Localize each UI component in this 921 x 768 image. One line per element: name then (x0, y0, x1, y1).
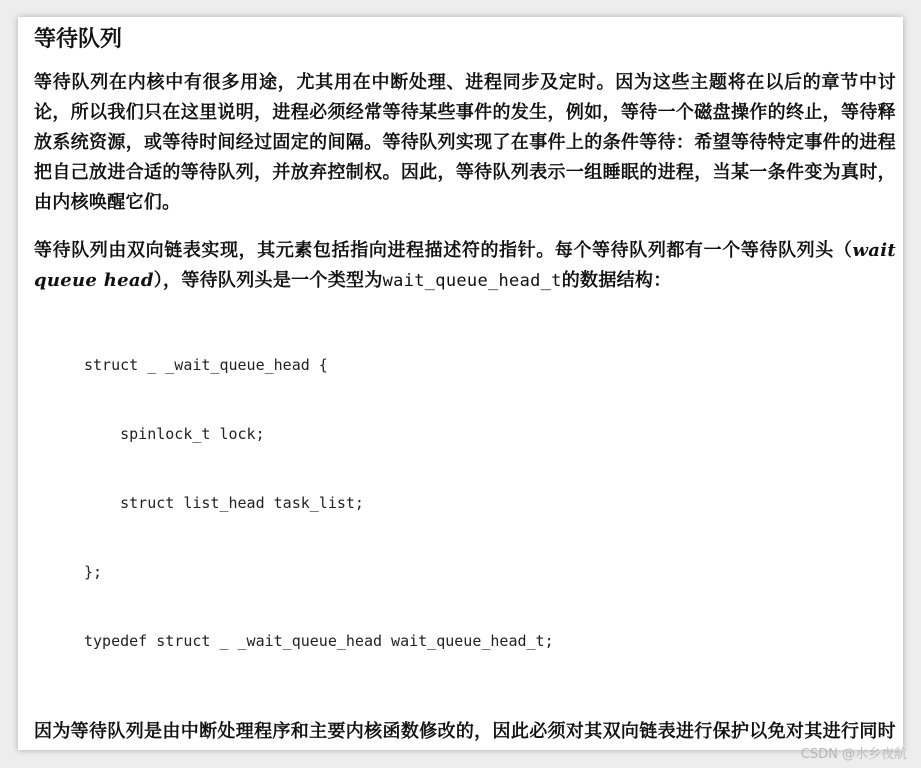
code-line: struct list_head task_list; (84, 494, 364, 512)
paragraph-synchronization (34, 717, 896, 750)
code-line: }; (84, 563, 103, 581)
code-line: spinlock_t lock; (84, 425, 265, 443)
document-page (18, 17, 903, 750)
paragraph-text: 的数据结构： (561, 270, 672, 291)
code-line: typedef struct _ _wait_queue_head wait_queue_head_t; (84, 632, 554, 650)
paragraph-text: 等待队列由双向链表实现，其元素包括指向进程描述符的指针。每个等待队列都有一个等待队列头（ (34, 240, 853, 261)
paragraph-text: ），等待队列头是一个类型为 (153, 270, 383, 291)
section-heading: 等待队列 (34, 27, 123, 52)
paragraph-text: 因为等待队列是由中断处理程序和主要内核函数修改的，因此必须对其双向链表进行保护以免对其进行同时 (34, 721, 896, 742)
paragraph-intro: 等待队列在内核中有很多用途，尤其用在中断处理、进程同步及定时。因为这些主题将在以后的章节中讨论，所以我们只在这里说明，进程必须经常等待某些事件的发生，例如，等待一个磁盘操作的终止，等待释放系统资源，或等待时间经过固定的间隔。等待队列实现了在事件上的条件等待：希望等待特定事件的进程把自己放进合适的等待队列，并放弃控制权。因此，等待队列表示一组睡眠的进程，当某一条件变为真时，由内核唤醒它们。 (34, 72, 896, 213)
document-content (34, 24, 896, 750)
paragraph-structure (34, 236, 896, 296)
code-block-wait-queue-head (84, 308, 896, 699)
term-wait-queue-head: wait queue head (34, 240, 896, 291)
watermark: CSDN @水乡夜航 (800, 747, 907, 762)
code-line: struct _ _wait_queue_head { (84, 356, 328, 374)
inline-code-type: wait_queue_head_t (382, 271, 562, 291)
